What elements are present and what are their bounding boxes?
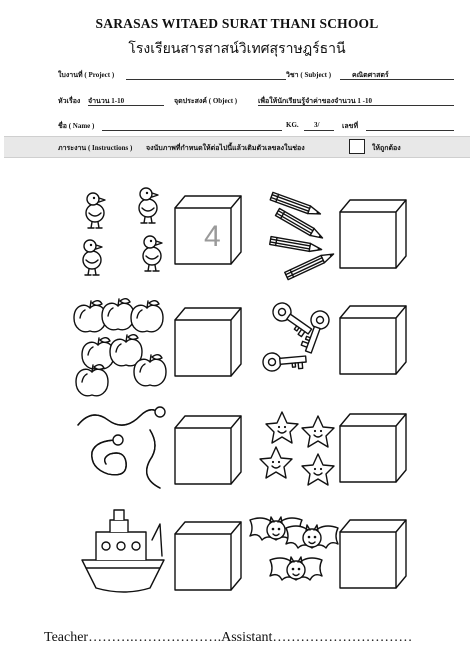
birds-picture [83, 188, 162, 275]
topic-label: หัวเรื่อง [58, 97, 81, 105]
topic-value: จำนวน 1-10 [88, 97, 125, 105]
objective-value: เพื่อให้นักเรียนรู้จำค่าของจำนวน 1 -10 [258, 97, 372, 105]
answer-cube-5[interactable] [175, 416, 241, 484]
result-label: ให้ถูกต้อง [372, 144, 401, 152]
answer-cube-4[interactable] [340, 306, 406, 374]
apples-picture [74, 299, 166, 396]
answer-cube-6[interactable] [340, 414, 406, 482]
answer-cube-3[interactable] [175, 308, 241, 376]
keys-picture [262, 299, 331, 371]
number-label: เลขที่ [342, 122, 359, 130]
class-label: KG. [286, 121, 299, 129]
class-value: 3/ [314, 121, 320, 129]
answer-cube-7[interactable] [175, 522, 241, 590]
name-label: ชื่อ ( Name ) [58, 122, 95, 130]
project-label: ใบงานที่ ( Project ) [58, 71, 115, 79]
example-answer-digit: 4 [204, 220, 221, 253]
school-name-th: โรงเรียนสารสาสน์วิเทศสุราษฎร์ธานี [128, 42, 346, 57]
subject-value: คณิตศาสตร์ [352, 71, 389, 79]
pencils-picture [270, 192, 336, 279]
subject-label: วิชา ( Subject ) [286, 71, 332, 79]
bats-picture [250, 517, 338, 580]
objective-label: จุดประสงค์ ( Object ) [174, 97, 238, 105]
instructions-text: จงนับภาพที่กำหนดให้ต่อไปนี้แล้วเติมตัวเลขลงในช่อง [146, 144, 305, 152]
instructions-label: ภาระงาน ( Instructions ) [58, 144, 133, 152]
signature-line: Teacher……….……………….Assistant………………………… [44, 630, 413, 645]
stars-picture [260, 412, 334, 485]
answer-cube-2[interactable] [340, 200, 406, 268]
snakes-picture [78, 407, 165, 488]
boat-picture [82, 510, 164, 592]
school-name-en: SARASAS WITAED SURAT THANI SCHOOL [95, 16, 379, 31]
answer-cube-8[interactable] [340, 520, 406, 588]
